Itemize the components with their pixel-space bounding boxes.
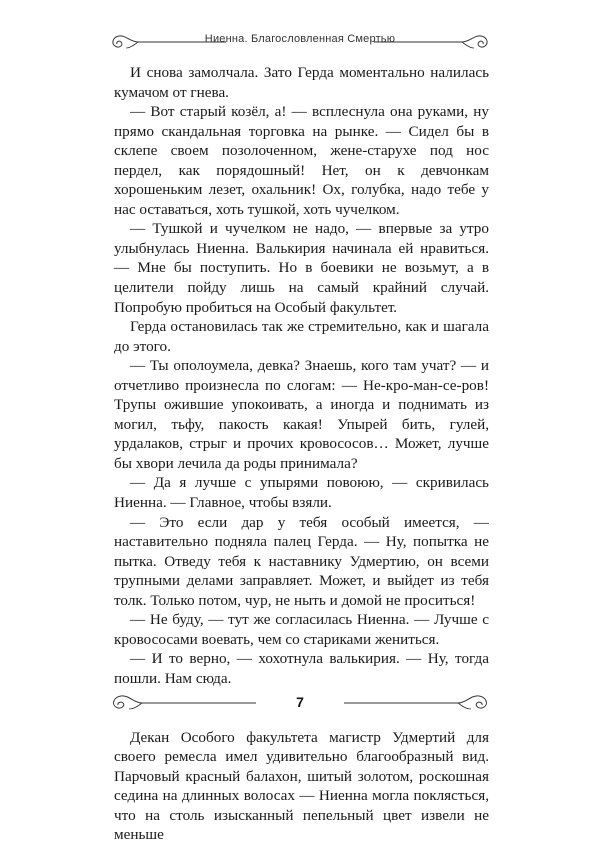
running-title: Ниенна. Благословленная Смертью: [204, 33, 396, 45]
page-number: 7: [296, 694, 304, 710]
paragraph: — Да я лучше с упырями повоюю, — скривилась Ниенна. — Главное, чтобы взяли.: [114, 474, 489, 512]
paragraph: — Вот старый козёл, а! — всплеснула она руками, ну прямо скандальная торговка на рынке. — Сидел бы в склепе своем позолоченном, жене-старухе под нос пердел, как порядошный! Нет, он к девчонкам хорошеньким лезет, охальник! Ох, голубка, надо тебе у нас оставаться, хоть тушкой, хоть чучелком.: [114, 103, 489, 218]
paragraph: — И то верно, — хохотнула валькирия. — Ну, тогда пошли. Нам сюда.: [114, 650, 489, 687]
paragraph: — Не буду, — тут же согласилась Ниенна. — Лучше с кровососами воевать, чем со стариками жениться.: [114, 611, 489, 648]
paragraph: Герда остановилась так же стремительно, как и шагала до этого.: [114, 318, 489, 355]
page-header: [108, 30, 492, 54]
page-body: [114, 63, 489, 845]
paragraph: — Это если дар у тебя особый имеется, — наставительно подняла палец Герда. — Ну, попытка не пытка. Отведу тебя к наставнику Удмертию, он всеми трупными делами заправляет. Может, и выйдет из тебя толк. Только потом, чур, не ныть и домой не проситься!: [114, 513, 489, 609]
paragraph: Декан Особого факультета магистр Удмертий для своего ремесла имел удивительно благообразный вид. Парчовый красный балахон, шитый золотом, роскошная седина на длинных волосах — Ниенна могла поклясться, что на столь изысканный пепельный цвет извели не меньше: [114, 728, 489, 844]
flourish-right-icon: [342, 692, 492, 714]
paragraph: И снова замолчала. Зато Герда моментально налилась кумачом от гнева.: [114, 64, 489, 101]
page-footer: [108, 688, 492, 716]
paragraph: — Ты ополоумела, девка? Знаешь, кого там учат? — и отчетливо произнесла по слогам: — Не-кро-ман-се-ров! Трупы ожившие упокоивать, а иногда и поднимать из могил, тьфу, пакость какая! Упырей бить, гулей, урдалаков, стрыг и прочих кровососов… Может, лучше бы хвори лечила да роды принимала?: [114, 357, 489, 472]
paragraph: — Тушкой и чучелком не надо, — впервые за утро улыбнулась Ниенна. Валькирия начинала ей нравиться. — Мне бы поступить. Но в боевики не возьмут, а в целители пойду лишь на самый крайний случай. Попробую пробиться на Особый факультет.: [114, 220, 489, 316]
flourish-right-icon: [372, 32, 492, 52]
